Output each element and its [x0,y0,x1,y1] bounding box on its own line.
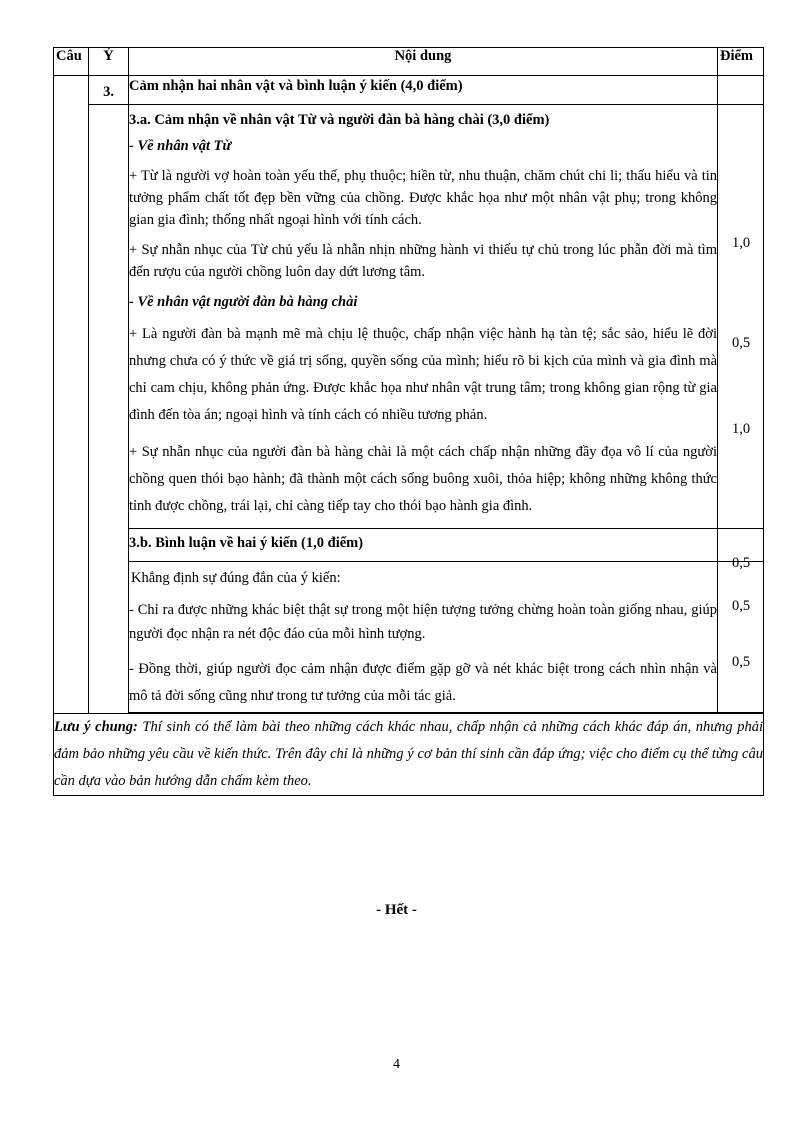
cau-cell [54,76,89,714]
header-y: Ý [89,48,129,76]
section-3-row [54,76,764,105]
part-b-intro: Khẳng định sự đúng đắn của ý kiến: [131,570,341,586]
tu-p1-score: 1,0 [731,235,751,251]
part-b-content [129,562,718,713]
section-title: Cảm nhận hai nhân vật và bình luận ý kiến (4,0 điểm) [129,76,718,105]
part-b-paragraph-2: - Đồng thời, giúp người đọc cảm nhận được điểm gặp gỡ và nét khác biệt trong cách nhìn nhận và mô tả đời sống cũng như trong tư tưởng của mỗi tác giả. [129,661,717,704]
part-b-p2-score: 0,5 [731,654,751,670]
section-score [718,76,764,105]
part-b-title: 3.b. Bình luận về hai ý kiến (1,0 điểm) [129,529,718,562]
part-a-scores [718,105,764,571]
part-b-scores [718,562,764,713]
part-b-title-row [54,529,764,562]
note-row [54,714,764,796]
page-number: 4 [393,1057,400,1072]
db-paragraph-2: + Sự nhẫn nhục của người đàn bà hàng chài là một cách chấp nhận những đầy đọa vô lí của người chồng quen thói bạo hành; đã thành một cách sống buông xuôi, thỏa hiệp; không những không thức tỉnh được chồng, trái lại, chỉ càng tiếp tay cho thói bạo hành gia đình. [129,444,717,514]
part-b-p1-score: 0,5 [731,598,751,614]
header-cau: Câu [54,48,89,76]
tu-heading: - Về nhân vật Từ [129,138,232,154]
note-text: Thí sinh có thể làm bài theo những cách khác nhau, chấp nhận cả những cách khác đáp án, nhưng phải đảm bảo những yêu cầu về kiến thức. Trên đây chỉ là những ý cơ bản thí sinh cần đáp ứng; việc cho điểm cụ thể từng câu cần dựa vào bản hướng dẫn chấm kèm theo. [54,719,763,789]
db-p1-score: 1,0 [731,421,751,437]
part-a-title: 3.a. Cảm nhận về nhân vật Từ và người đàn bà hàng chài (3,0 điểm) [129,112,550,128]
tu-p2-score: 0,5 [731,335,751,351]
tu-paragraph-1: + Từ là người vợ hoàn toàn yếu thế, phụ thuộc; hiền từ, nhu thuận, chăm chút chi li; thấu hiểu và tin tưởng phẩm chất tốt đẹp bền vững của chồng. Được khắc họa như một nhân vật phụ; trong không gian gia đình; thống nhất ngoại hình với tính cách. [129,168,717,228]
db-p2-score: 0,5 [731,555,751,571]
part-a-content [129,105,718,529]
db-paragraph-1: + Là người đàn bà mạnh mẽ mà chịu lệ thuộc, chấp nhận việc hành hạ tàn tệ; sắc sảo, hiểu lẽ đời nhưng chưa có ý thức về giá trị sống, quyền sống của mình; hiểu rõ bi kịch của mình và gia đình mà chỉ cam chịu, không phản ứng. Được khắc họa như nhân vật trung tâm; trong không gian rộng từ gia đình đến tòa án; ngoại hình và tính cách có nhiều tương phản. [129,326,717,423]
db-heading: - Về nhân vật người đàn bà hàng chài [129,294,358,310]
header-diem: Điểm [718,48,764,76]
table-header-row [54,48,764,76]
part-b-paragraph-1: - Chỉ ra được những khác biệt thật sự trong một hiện tượng tưởng chừng hoàn toàn giống nhau, giúp người đọc nhận ra nét độc đáo của mỗi hình tượng. [129,602,717,642]
header-noi-dung: Nội dung [129,48,718,76]
part-a-row [54,105,764,529]
note-label: Lưu ý chung: [54,719,138,735]
section-number: 3. [89,76,129,105]
y-cell [89,105,129,714]
general-note [54,714,764,796]
part-b-row [54,562,764,713]
end-mark: - Hết - [376,902,417,918]
grading-table [53,47,764,796]
tu-paragraph-2: + Sự nhẫn nhục của Từ chủ yếu là nhẫn nhịn những hành vi thiếu tự chủ trong lúc phẫn đời mà tìm đến rượu của người chồng luôn day dứt lương tâm. [129,242,717,280]
